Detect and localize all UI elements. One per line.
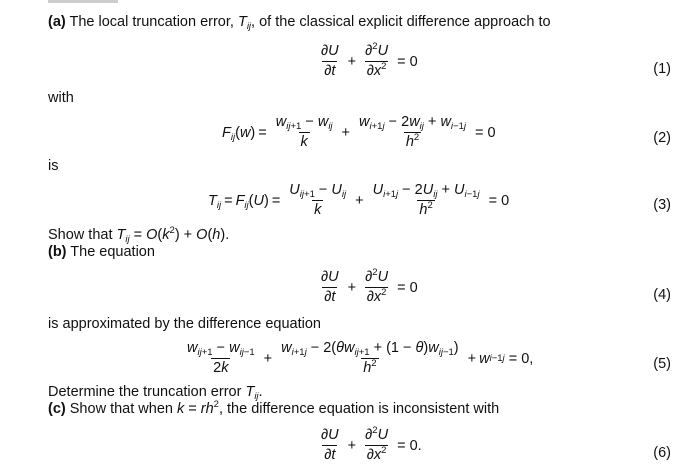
part-b-label: (b) — [48, 244, 67, 260]
cropped-header-fragment — [48, 0, 118, 3]
equation-number-3: (3) — [653, 197, 671, 213]
equation-number-5: (5) — [653, 356, 671, 372]
show-that-line: Show that $T_{ij} = O(k^2) + O(h)$. — [48, 225, 230, 245]
with-label: with — [48, 90, 74, 106]
equation-1: ∂U ∂t + $\frac{\partial^2U}{\partial x^2}$ = 0 — [321, 41, 418, 79]
part-b-intro: (b) The equation — [48, 244, 155, 260]
equation-number-2: (2) — [653, 130, 671, 146]
equation-4: ∂U ∂t + $\frac{\partial^2U}{\partial x^2}$ = 0 — [321, 267, 418, 305]
part-c-label: (c) — [48, 401, 66, 417]
part-a-intro: (a) The local truncation error, $T_{ij}$, of the classical explicit difference approach to — [48, 14, 551, 32]
equation-number-6: (6) — [653, 445, 671, 461]
equation-3: $T_{ij}$ = $F_{ij}$ ( U ) = $U_{ij+1} - U_{ij}$ k + $U_{i+1j} - 2U_{ij} + U_{i-1j}$ $h^2$ = 0 — [208, 182, 510, 218]
determine-line: Determine the truncation error $T_{ij}$. — [48, 384, 263, 402]
equation-5: $w_{ij+1} - w_{ij-1}$ 2k + $w_{i+1j} - 2(\theta w_{ij+1} + (1 - \theta)w_{ij-1})$ $h^2$ + w i−1j = 0, — [187, 340, 534, 376]
equation-number-1: (1) — [653, 61, 671, 77]
equation-2: $F_{ij}$ ( w ) = $w_{ij+1} - w_{ij}$ k + $w_{i+1j} - 2w_{ij} + w_{i-1j}$ $h^2$ = 0 — [222, 114, 496, 150]
equation-6: ∂U ∂t + $\frac{\partial^2U}{\partial x^2}$ = 0. — [321, 425, 422, 463]
is-label: is — [48, 158, 59, 174]
part-a-label: (a) — [48, 14, 66, 30]
part-c-intro: (c) Show that when $k = rh^2$, the difference equation is inconsistent with — [48, 399, 500, 417]
equation-number-4: (4) — [653, 287, 671, 303]
approx-text: is approximated by the difference equation — [48, 316, 321, 332]
